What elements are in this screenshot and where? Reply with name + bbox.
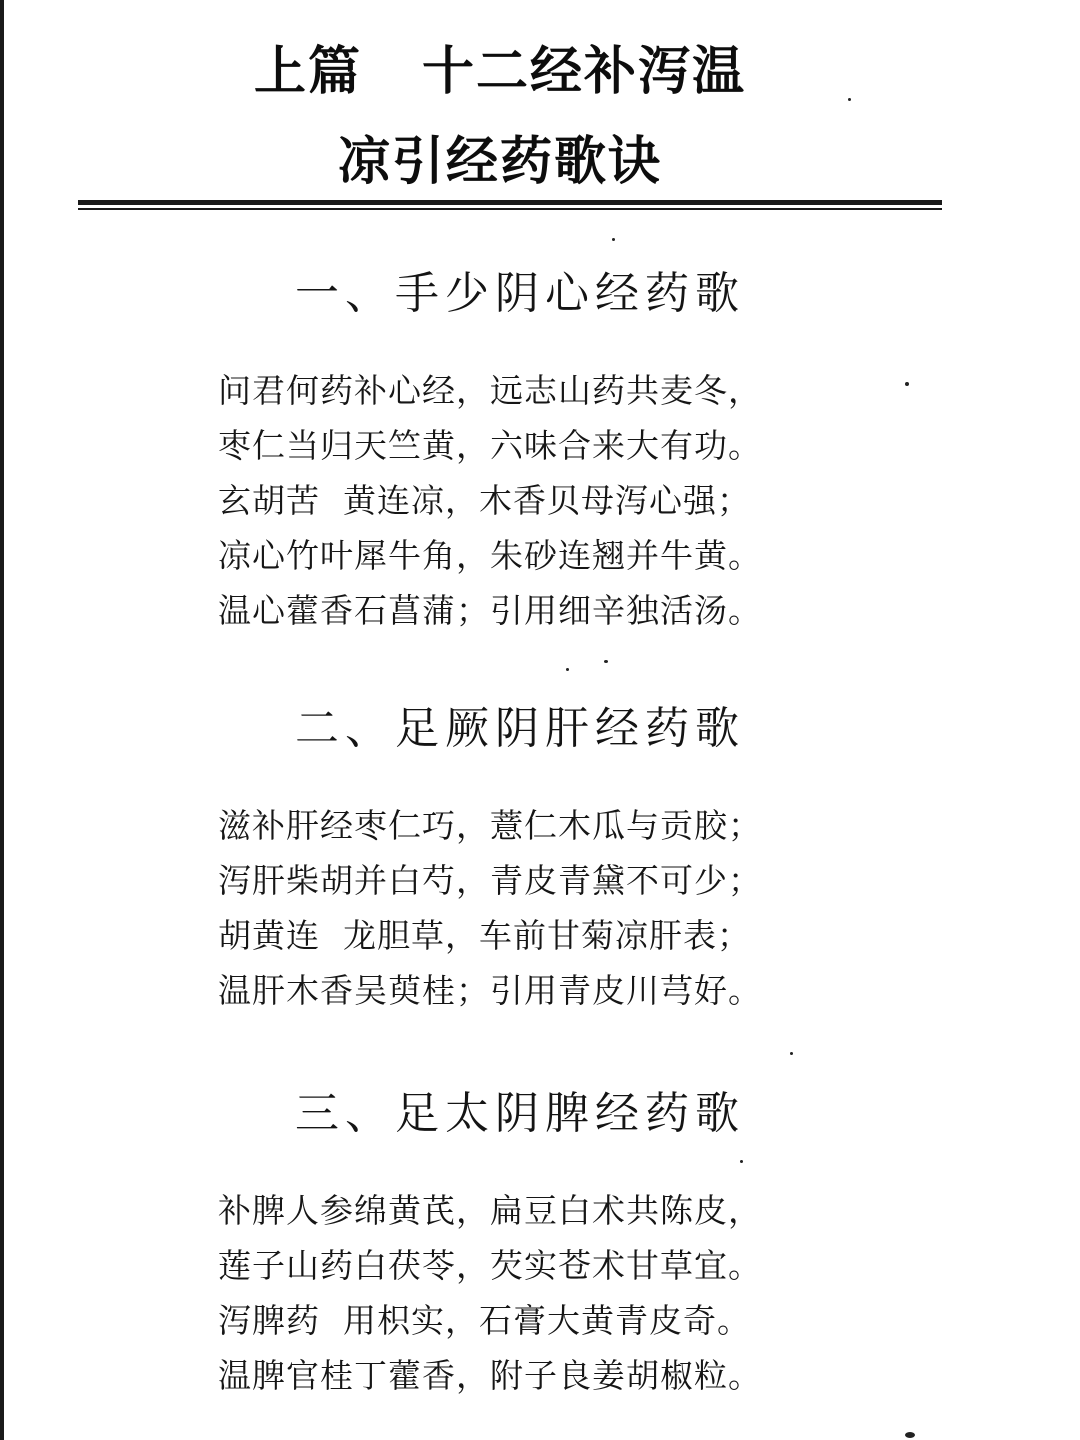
verse-line: 补脾人参绵黄芪，扁豆白术共陈皮， — [218, 1191, 762, 1230]
scan-speck — [566, 668, 569, 671]
verse-line: 温脾官桂丁藿香，附子良姜胡椒粒。 — [218, 1356, 762, 1395]
scan-speck — [905, 382, 909, 386]
verse-block — [218, 798, 838, 1018]
scan-speck — [604, 660, 608, 663]
verse-block — [218, 1183, 838, 1403]
verse-line: 温心藿香石菖蒲；引用细辛独活汤。 — [218, 591, 762, 630]
verse-line: 滋补肝经枣仁巧，薏仁木瓜与贡胶； — [218, 806, 762, 845]
section-heading: 一、手少阴心经药歌 — [295, 268, 745, 319]
page-edge-shadow — [0, 0, 4, 1440]
verse-line: 泻肝柴胡并白芍，青皮青黛不可少； — [218, 861, 762, 900]
verse-block — [218, 363, 838, 638]
verse-line: 莲子山药白茯苓，芡实苍术甘草宜。 — [218, 1246, 762, 1285]
verse-line: 问君何药补心经，远志山药共麦冬， — [218, 371, 762, 410]
section-heading: 三、足太阴脾经药歌 — [295, 1088, 745, 1139]
verse-line: 枣仁当归天竺黄，六味合来大有功。 — [218, 426, 762, 465]
verse-line: 泻脾药 用枳实，石膏大黄青皮奇。 — [218, 1301, 751, 1340]
scan-speck — [790, 1052, 793, 1055]
scan-speck — [905, 1432, 915, 1438]
verse-line: 凉心竹叶犀牛角，朱砂连翘并牛黄。 — [218, 536, 762, 575]
title-divider-thick — [78, 200, 942, 205]
verse-line: 胡黄连 龙胆草，车前甘菊凉肝表； — [218, 916, 751, 955]
page-title-line-1 — [0, 42, 1000, 102]
page-title-line-2: 凉引经药歌诀 — [337, 132, 662, 192]
section-heading: 二、足厥阴肝经药歌 — [295, 703, 745, 754]
scan-speck — [848, 98, 851, 101]
title-part-2: 十二经补泻温 — [422, 42, 747, 102]
title-part-1: 上篇 — [253, 42, 362, 102]
verse-line: 温肝木香吴萸桂；引用青皮川芎好。 — [218, 971, 762, 1010]
verse-line: 玄胡苦 黄连凉，木香贝母泻心强； — [218, 481, 751, 520]
scan-speck — [740, 1160, 743, 1163]
scan-speck — [612, 238, 615, 241]
title-divider-thin — [78, 208, 942, 210]
